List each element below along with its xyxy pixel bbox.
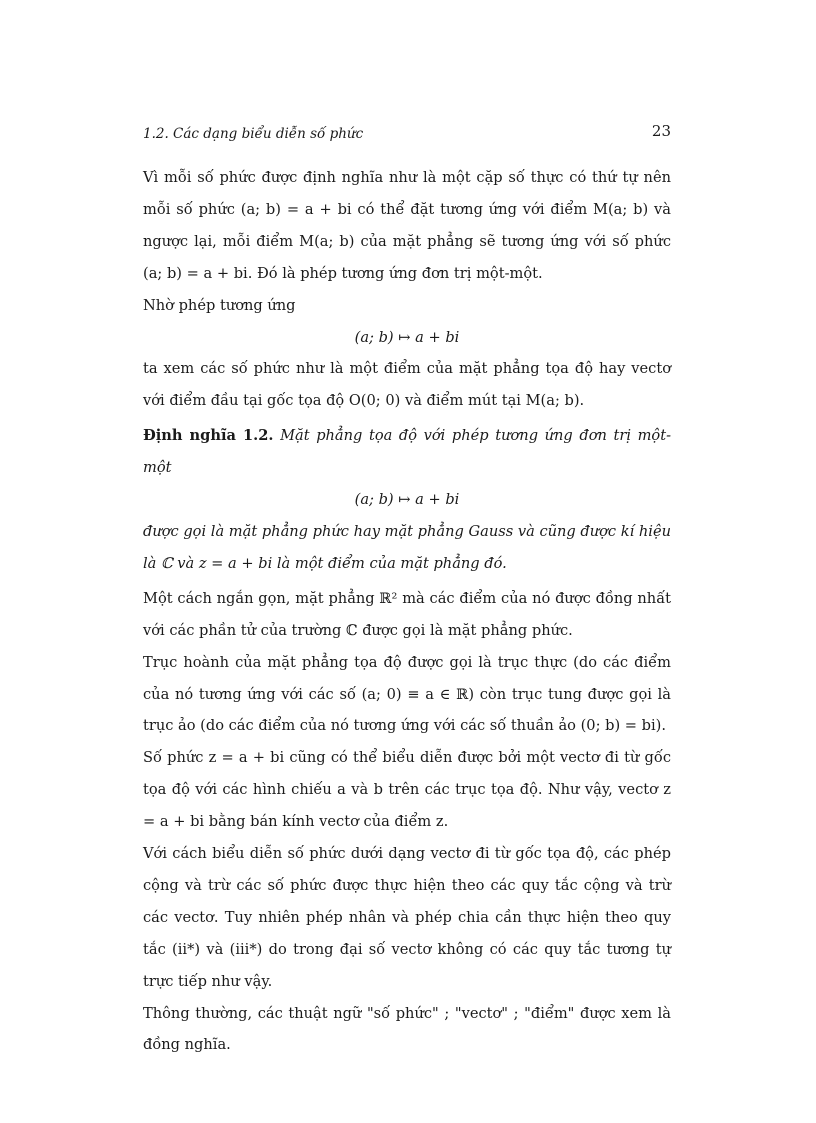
paragraph-terminology: Thông thường, các thuật ngữ "số phức" ; "vectơ" ; "điểm" được xem là đồng nghĩa. [143, 1004, 671, 1054]
definition-formula: (a; b) ↦ a + bi [354, 491, 460, 509]
running-header [143, 122, 671, 146]
definition-conclusion: được gọi là mặt phẳng phức hay mặt phẳng Gauss và cũng được kí hiệu là ℂ và z = a + bi là một điểm của mặt phẳng đó. [143, 522, 671, 572]
formula-mapping: (a; b) ↦ a + bi [354, 328, 460, 346]
definition-block [143, 420, 671, 484]
paragraph-vector-representation: Số phức z = a + bi cũng có thể biểu diễn được bởi một vectơ đi từ gốc tọa độ với các hình chiếu a và b trên các trục tọa độ. Như vậy, vectơ z = a + bi bằng bán kính vectơ của điểm z. [143, 749, 671, 831]
paragraph-vector-view: ta xem các số phức như là một điểm của mặt phẳng tọa độ hay vectơ với điểm đầu tại gốc tọa độ O(0; 0) và điểm mút tại M(a; b). [143, 360, 671, 410]
paragraph-axes: Trục hoành của mặt phẳng tọa độ được gọi là trục thực (do các điểm của nó tương ứng với các số (a; 0) ≡ a ∈ ℝ) còn trục tung được gọi là trục ảo (do các điểm của nó tương ứng với các số thuần ảo (0; b) = bi). [143, 653, 671, 735]
definition-text: Mặt phẳng tọa độ với phép tương ứng đơn trị một-một [143, 427, 672, 477]
paragraph-intro-formula: Nhờ phép tương ứng [143, 296, 296, 314]
section-title: 1.2. Các dạng biểu diễn số phức [143, 126, 364, 142]
paragraph-correspondence: Vì mỗi số phức được định nghĩa như là một cặp số thực có thứ tự nên mỗi số phức (a; b) = a + bi có thể đặt tương ứng với điểm M(a; b) và ngược lại, mỗi điểm M(a; b) của mặt phẳng sẽ tương ứng với số phức (a; b) = a + bi. Đó là phép tương ứng đơn trị một-một. [143, 169, 671, 282]
page-number: 23 [651, 122, 671, 140]
paragraph-complex-plane: Một cách ngắn gọn, mặt phẳng ℝ² mà các điểm của nó được đồng nhất với các phần tử của trường ℂ được gọi là mặt phẳng phức. [143, 589, 671, 639]
paragraph-operations: Với cách biểu diễn số phức dưới dạng vectơ đi từ gốc tọa độ, các phép cộng và trừ các số phức được thực hiện theo các quy tắc cộng và trừ các vectơ. Tuy nhiên phép nhân và phép chia cần thực hiện theo quy tắc (ii*) và (iii*) do trong đại số vectơ không có các quy tắc tương tự trực tiếp như vậy. [143, 845, 671, 990]
page-body [143, 162, 671, 1061]
definition-label: Định nghĩa 1.2. [143, 427, 274, 445]
